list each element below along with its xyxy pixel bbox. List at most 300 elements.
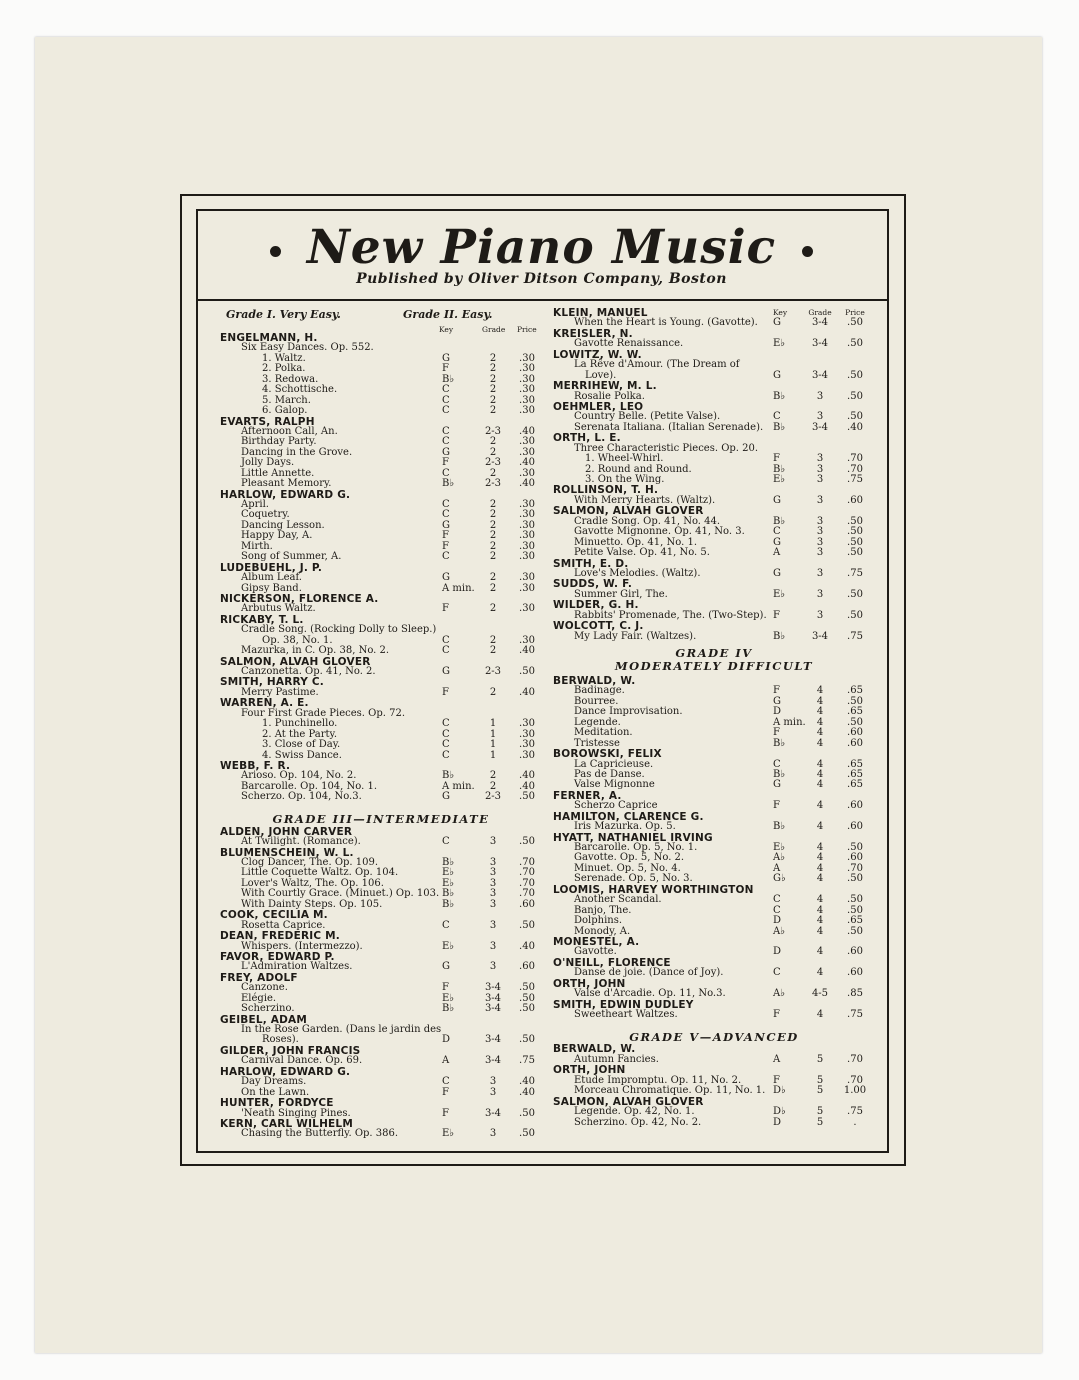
grade-value: 4: [816, 862, 824, 874]
key-value: E♭: [773, 474, 786, 485]
price-value: .30: [519, 603, 535, 615]
grade-value: 3: [489, 836, 497, 848]
key-value: B♭: [773, 821, 786, 833]
price-value: .85: [847, 988, 863, 1000]
grade-value: 3-4: [811, 630, 829, 642]
key-value: C: [442, 551, 450, 563]
grade-value: 1: [489, 728, 497, 740]
piece-title: Arioso. Op. 104, No. 2.: [241, 770, 357, 782]
price-value: .40: [847, 421, 863, 433]
piece-title: Birthday Party.: [241, 436, 317, 448]
price-value: .50: [519, 836, 535, 848]
key-value: F: [773, 685, 780, 697]
composer-name: BOROWSKI, FELIX: [553, 748, 662, 761]
key-value: C: [442, 728, 450, 740]
price-value: .60: [847, 800, 863, 812]
piece-title: At Twilight. (Romance).: [241, 836, 361, 848]
grade-value: 1: [489, 749, 497, 761]
price-value: .30: [519, 634, 535, 646]
grade-value: 3: [489, 898, 497, 910]
grade-value: 2: [489, 780, 497, 792]
price-value: .40: [519, 940, 535, 952]
composer-row: [553, 381, 875, 391]
piece-title: Badinage.: [574, 685, 625, 697]
header-divider: [196, 299, 887, 301]
key-value: E♭: [773, 338, 786, 350]
piece-title: With Merry Hearts. (Waltz).: [574, 494, 716, 506]
price-value: .50: [847, 411, 863, 423]
key-value: D: [773, 946, 782, 958]
grade-value: 4: [816, 1009, 824, 1020]
key-value: F: [442, 982, 449, 994]
price-value: .50: [847, 925, 863, 937]
grade-value: 4: [816, 842, 824, 853]
piece-title: Pleasant Memory.: [241, 478, 332, 490]
composer-name: WARREN, A. E.: [220, 697, 309, 710]
grade-1-heading: Grade I. Very Easy.: [226, 308, 341, 321]
grade-value: 4: [816, 737, 824, 749]
price-value: .50: [519, 1003, 535, 1015]
price-value: .30: [519, 446, 535, 458]
key-value: F: [773, 1074, 780, 1086]
piece-title: Clog Dancer, The. Op. 109.: [241, 857, 379, 868]
composer-name: LOWITZ, W. W.: [553, 348, 642, 361]
grade-value: 4: [816, 779, 824, 791]
grade-value: 3: [816, 515, 824, 527]
price-value: .50: [847, 338, 863, 350]
grade-value: 2: [489, 373, 497, 385]
piece-title: 1. Punchinello.: [262, 718, 338, 730]
key-value: B♭: [773, 390, 786, 402]
piece-title: Song of Summer, A.: [241, 551, 342, 563]
grade-value: 3: [816, 411, 824, 423]
key-value: A: [773, 1053, 781, 1065]
key-value: F: [442, 540, 449, 552]
grade-value: 3: [816, 536, 824, 548]
key-value: B♭: [442, 770, 455, 782]
grade-value: 4: [816, 727, 824, 739]
key-value: C: [773, 904, 781, 916]
price-value: .50: [847, 526, 863, 538]
key-value: B♭: [773, 737, 786, 749]
grade-value: 3: [489, 877, 497, 889]
composer-name: LUDEBUEHL, J. P.: [220, 561, 323, 574]
piece-title: Three Characteristic Pieces. Op. 20.: [574, 442, 759, 454]
grade-value: 4: [816, 904, 824, 916]
key-value: G: [773, 369, 781, 381]
grade-value: 3: [489, 919, 497, 931]
piece-title: Autumn Fancies.: [574, 1053, 659, 1065]
key-value: C: [442, 384, 450, 396]
grade-value: 2: [489, 551, 497, 563]
piece-title: Four First Grade Pieces. Op. 72.: [241, 707, 405, 719]
grade-value: 2: [489, 384, 497, 396]
price-value: .50: [847, 842, 863, 853]
key-value: C: [442, 645, 450, 657]
piece-title: Happy Day, A.: [241, 530, 313, 542]
grade-value: 2-3: [484, 791, 502, 803]
piece-title: Pas de Danse.: [574, 768, 645, 780]
grade-value: 3: [489, 857, 497, 868]
composer-row: [553, 621, 875, 631]
piece-title: Coquetry.: [241, 509, 290, 521]
price-value: .30: [519, 728, 535, 740]
grade-value: 3: [489, 1076, 497, 1088]
piece-title: Dolphins.: [574, 915, 623, 927]
piece-title: On the Lawn.: [241, 1086, 310, 1098]
piece-title: Lover's Waltz, The. Op. 106.: [241, 877, 384, 889]
key-value: C: [773, 967, 781, 979]
grade-value: 2: [489, 582, 497, 594]
price-value: .30: [519, 519, 535, 531]
key-value: B♭: [773, 515, 786, 527]
piece-title: La Capricieuse.: [574, 758, 654, 770]
piece-title: Chasing the Butterfly. Op. 386.: [241, 1128, 399, 1140]
composer-name: HARLOW, EDWARD G.: [220, 488, 351, 501]
composer-name: HYATT, NATHANIEL IRVING: [553, 831, 713, 844]
grade-section-label: GRADE III—INTERMEDIATE: [272, 812, 490, 827]
grade-value: 3-4: [811, 338, 829, 350]
grade-2-heading: Grade II. Easy.: [403, 308, 493, 321]
piece-title: Roses).: [262, 1034, 299, 1046]
piece-title: Monody, A.: [574, 925, 631, 937]
grade-value: 3: [489, 940, 497, 952]
price-value: .50: [847, 317, 863, 329]
piece-title: Mazurka, in C. Op. 38, No. 2.: [241, 645, 390, 657]
key-value: C: [773, 526, 781, 538]
piece-title: Legende. Op. 42, No. 1.: [574, 1106, 695, 1118]
grade-value: 4: [816, 894, 824, 906]
key-value: A: [773, 547, 781, 559]
price-value: .40: [519, 425, 535, 437]
piece-title: Little Coquette Waltz. Op. 104.: [241, 867, 399, 879]
composer-name: SMITH, E. D.: [553, 557, 629, 570]
composer-name: SMITH, HARRY C.: [220, 676, 324, 689]
grade-value: 2: [489, 634, 497, 646]
composer-name: MERRIHEW, M. L.: [553, 380, 657, 393]
piece-title: Dancing Lesson.: [241, 519, 325, 531]
composer-name: ORTH, JOHN: [553, 1064, 626, 1077]
piece-title: Scherzino. Op. 42, No. 2.: [574, 1116, 702, 1128]
grade-value: 3: [816, 453, 824, 465]
piece-title: When the Heart is Young. (Gavotte).: [574, 317, 758, 329]
piece-title: My Lady Fair. (Waltzes).: [574, 630, 697, 642]
price-value: .30: [519, 384, 535, 396]
grade-value: 2: [489, 405, 497, 417]
piece-title: Morceau Chromatique. Op. 11, No. 1.: [574, 1085, 766, 1097]
piece-title: Legende.: [574, 716, 621, 728]
grade-value: 3: [816, 547, 824, 559]
key-value: A: [773, 862, 781, 874]
piece-row: [553, 632, 875, 642]
composer-name: HUNTER, FORDYCE: [220, 1097, 334, 1110]
grade-value: 4: [816, 946, 824, 958]
price-value: .30: [519, 749, 535, 761]
piece-row: [220, 1129, 542, 1139]
piece-title: 2. Polka.: [262, 363, 306, 375]
grade-value: 4: [816, 758, 824, 770]
piece-title: Bourree.: [574, 695, 619, 707]
price-value: .65: [847, 768, 863, 780]
grade-value: 2: [489, 394, 497, 406]
piece-row: [220, 740, 542, 750]
grade-value: 3-4: [484, 982, 502, 994]
grade-value: 4-5: [811, 988, 829, 1000]
price-value: .75: [847, 567, 863, 579]
key-value: G: [442, 446, 450, 458]
piece-title: Meditation.: [574, 727, 633, 739]
piece-title: Scherzo. Op. 104, No.3.: [241, 791, 362, 803]
piece-title: Love).: [585, 369, 617, 381]
grade-value: 4: [816, 873, 824, 885]
grade-value: 4: [816, 685, 824, 697]
piece-row: [220, 479, 542, 489]
piece-title: Serenade. Op. 5, No. 3.: [574, 873, 693, 885]
piece-title: Petite Valse. Op. 41, No. 5.: [574, 547, 710, 559]
key-value: D: [773, 1116, 782, 1128]
grade-header: Grade: [808, 308, 832, 317]
key-value: A♭: [773, 925, 785, 937]
piece-title: Gavotte. Op. 5, No. 2.: [574, 852, 685, 864]
grade-value: 4: [816, 706, 824, 718]
piece-row: [220, 573, 542, 583]
piece-title: Rabbits' Promenade, The. (Two-Step).: [574, 609, 767, 621]
key-value: F: [773, 800, 780, 812]
grade-value: 2: [489, 519, 497, 531]
grade-value: 2-3: [484, 425, 502, 437]
composer-name: SALMON, ALVAH GLOVER: [553, 1095, 704, 1108]
piece-title: Banjo, The.: [574, 904, 632, 916]
price-value: .50: [519, 666, 535, 677]
composer-name: SALMON, ALVAH GLOVER: [220, 655, 371, 668]
piece-row: [553, 1107, 875, 1117]
composer-name: SMITH, EDWIN DUDLEY: [553, 998, 694, 1011]
key-value: C: [773, 411, 781, 423]
grade-value: 3: [816, 609, 824, 621]
grade-value: 3: [489, 1086, 497, 1098]
grade-value: 5: [816, 1085, 824, 1097]
composer-name: SALMON, ALVAH GLOVER: [553, 505, 704, 518]
key-value: E♭: [442, 867, 455, 879]
right-column: [553, 308, 875, 1128]
grade-value: 4: [816, 915, 824, 927]
key-value: A min.: [442, 582, 475, 594]
key-value: C: [442, 405, 450, 417]
composer-name: KREISLER, N.: [553, 327, 633, 340]
piece-row: [220, 1004, 542, 1014]
price-value: .50: [519, 1128, 535, 1140]
key-value: G: [773, 494, 781, 506]
grade-value: 2-3: [484, 478, 502, 490]
piece-title: Op. 38, No. 1.: [262, 634, 333, 646]
price-value: .60: [847, 852, 863, 864]
grade-value: 3: [489, 961, 497, 973]
piece-title: Minuet. Op. 5, No. 4.: [574, 862, 681, 874]
grade-value: 3-4: [811, 369, 829, 381]
grade-value: 3-4: [484, 1107, 502, 1119]
composer-name: NICKERSON, FLORENCE A.: [220, 592, 379, 605]
key-value: B♭: [442, 857, 455, 868]
price-value: .75: [847, 630, 863, 642]
composer-name: GEIBEL, ADAM: [220, 1013, 308, 1026]
grade-value: 3: [816, 494, 824, 506]
piece-title: Album Leaf.: [241, 572, 302, 584]
price-value: .50: [519, 982, 535, 994]
price-value: .: [853, 1116, 857, 1128]
key-value: C: [773, 758, 781, 770]
price-value: .30: [519, 499, 535, 510]
price-value: .30: [519, 718, 535, 730]
price-value: .70: [847, 1074, 863, 1086]
price-value: .40: [519, 1086, 535, 1098]
price-value: .50: [847, 588, 863, 600]
composer-row: [220, 931, 542, 941]
price-value: .70: [519, 867, 535, 879]
key-value: C: [442, 749, 450, 761]
grade-value: 3-4: [811, 421, 829, 433]
grade-value: 2: [489, 509, 497, 521]
key-value: D: [442, 1034, 451, 1046]
grade-value: 4: [816, 821, 824, 833]
piece-title: April.: [241, 499, 269, 510]
key-value: C: [442, 919, 450, 931]
bullet-icon: [270, 246, 281, 257]
left-list: [220, 333, 542, 1140]
grade-value: 3-4: [484, 992, 502, 1004]
key-value: F: [773, 453, 780, 465]
grade-value: 4: [816, 925, 824, 937]
piece-title: Country Belle. (Petite Valse).: [574, 411, 721, 423]
price-value: .65: [847, 685, 863, 697]
composer-name: KLEIN, MANUEL: [553, 307, 648, 319]
grade-value: 2: [489, 499, 497, 510]
grade-value: 1: [489, 718, 497, 730]
grade-value: 2: [489, 436, 497, 448]
key-value: B♭: [773, 421, 786, 433]
bullet-icon: [802, 246, 813, 257]
piece-title: Mirth.: [241, 540, 273, 552]
key-value: C: [442, 436, 450, 448]
price-value: .50: [847, 369, 863, 381]
composer-name: BERWALD, W.: [553, 1043, 636, 1056]
piece-title: Cradle Song. Op. 41, No. 44.: [574, 515, 721, 527]
key-value: C: [442, 718, 450, 730]
price-header: Price: [845, 308, 865, 317]
piece-title: Summer Girl, The.: [574, 588, 668, 600]
piece-title: Little Annette.: [241, 467, 315, 479]
grade-value: 2: [489, 645, 497, 657]
price-value: .50: [847, 515, 863, 527]
price-value: .70: [847, 453, 863, 465]
piece-title: Rosalie Polka.: [574, 390, 645, 402]
piece-title: Scherzo Caprice: [574, 800, 658, 812]
composer-name: WEBB, F. R.: [220, 759, 291, 772]
composer-name: WILDER, G. H.: [553, 599, 639, 612]
price-value: .70: [847, 463, 863, 475]
key-value: B♭: [442, 373, 455, 385]
grade-value: 3: [816, 526, 824, 538]
key-value: F: [442, 1107, 449, 1119]
grade-value: 3: [816, 567, 824, 579]
key-value: F: [442, 457, 449, 469]
grade-value: 2: [489, 352, 497, 364]
grade-value: 3-4: [811, 317, 829, 329]
key-value: F: [442, 530, 449, 542]
piece-row: [553, 1118, 875, 1128]
composer-name: SUDDS, W. F.: [553, 578, 633, 591]
grade-section-heading: [553, 1020, 875, 1044]
grade-value: 4: [816, 852, 824, 864]
price-value: .60: [847, 967, 863, 979]
grade-value: 2: [489, 363, 497, 375]
price-value: .40: [519, 478, 535, 490]
piece-row: [220, 646, 542, 656]
grade-value: 3: [816, 588, 824, 600]
price-value: .30: [519, 436, 535, 448]
piece-title: 3. Redowa.: [262, 373, 319, 385]
composer-name: FERNER, A.: [553, 789, 622, 802]
key-value: G: [442, 352, 450, 364]
page-title: New Piano Music: [306, 220, 777, 275]
key-value: G♭: [773, 873, 786, 885]
key-value: B♭: [773, 630, 786, 642]
key-value: A♭: [773, 988, 785, 1000]
piece-title: Another Scandal.: [574, 894, 662, 906]
grade-value: 3: [489, 888, 497, 900]
price-value: .40: [519, 686, 535, 698]
piece-title: La Rêve d'Amour. (The Dream of: [574, 359, 740, 371]
piece-title: Elégie.: [241, 992, 277, 1004]
piece-title: Scherzino.: [241, 1003, 295, 1015]
piece-title: Gavotte Renaissance.: [574, 338, 684, 350]
piece-title: 2. At the Party.: [262, 728, 338, 740]
piece-title: Rosetta Caprice.: [241, 919, 326, 931]
price-value: .40: [519, 780, 535, 792]
key-value: C: [442, 739, 450, 751]
key-value: C: [442, 499, 450, 510]
key-value: A min.: [442, 780, 475, 792]
key-value: E♭: [442, 940, 455, 952]
piece-title: Serenata Italiana. (Italian Serenade).: [574, 421, 764, 433]
grade-value: 2: [489, 603, 497, 615]
grade-value: 2-3: [484, 457, 502, 469]
grade-value: 1: [489, 739, 497, 751]
key-value: B♭: [442, 478, 455, 490]
grade-value: 4: [816, 768, 824, 780]
price-value: .60: [847, 821, 863, 833]
composer-name: FREY, ADOLF: [220, 971, 298, 984]
price-value: .50: [847, 609, 863, 621]
piece-title: Whispers. (Intermezzo).: [241, 940, 363, 952]
piece-row: [553, 1010, 875, 1020]
price-value: .30: [519, 467, 535, 479]
piece-title: Barcarolle. Op. 104, No. 1.: [241, 780, 378, 792]
price-value: .30: [519, 363, 535, 375]
price-value: .50: [847, 904, 863, 916]
left-column: [220, 308, 542, 1140]
piece-title: Sweetheart Waltzes.: [574, 1009, 678, 1020]
price-value: .50: [519, 992, 535, 1004]
key-value: F: [442, 363, 449, 375]
grade-section-sublabel: MODERATELY DIFFICULT: [614, 659, 814, 673]
key-value: G: [442, 666, 450, 677]
piece-title: L'Admiration Waltzes.: [241, 961, 353, 973]
grade-value: 2: [489, 446, 497, 458]
composer-row: [220, 1098, 542, 1108]
key-value: C: [442, 509, 450, 521]
grade-value: 5: [816, 1074, 824, 1086]
piece-title: Gavotte.: [574, 946, 617, 958]
